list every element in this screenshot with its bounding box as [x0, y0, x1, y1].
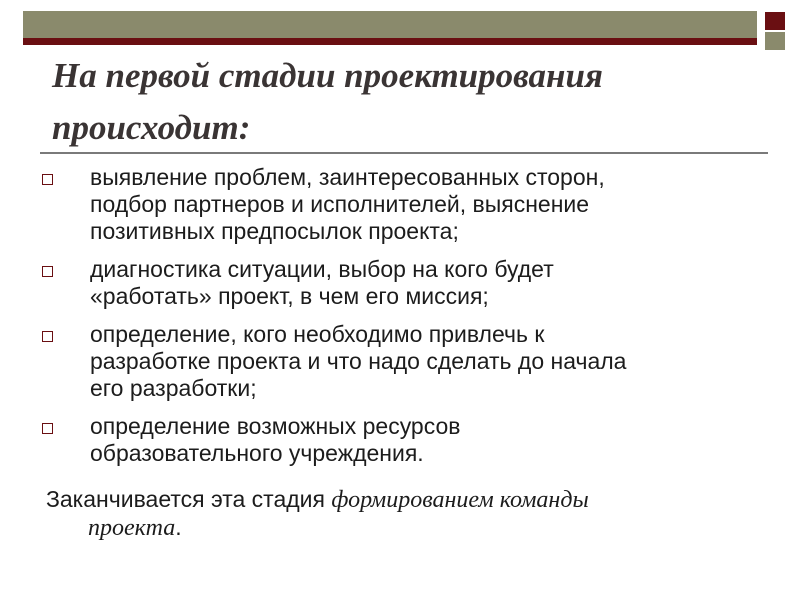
list-item-line: подбор партнеров и исполнителей, выяснение — [90, 191, 590, 217]
list-item-line: позитивных предпосылок проекта; — [90, 218, 459, 244]
list-item-line: образовательного учреждения. — [90, 440, 424, 466]
closing-emphasis-line-2: проекта — [88, 515, 176, 541]
title-divider — [40, 152, 768, 154]
list-item-line: выявление проблем, заинтересованных сторон, — [90, 164, 605, 190]
square-bullet-icon — [42, 423, 53, 434]
corner-square-olive — [765, 32, 785, 50]
slide-title — [52, 50, 772, 154]
list-item-line: диагностика ситуации, выбор на кого будет — [90, 256, 554, 282]
closing-plain-text: Заканчивается эта стадия — [46, 486, 332, 512]
closing-emphasis-line-1: формированием команды — [331, 487, 589, 513]
slide-title-line-1: На первой стадии проектирования — [52, 56, 603, 95]
closing-end-punctuation: . — [175, 514, 182, 540]
list-item-line: его разработки; — [90, 375, 257, 401]
list-item — [40, 256, 760, 310]
list-item-line: «работать» проект, в чем его миссия; — [90, 283, 489, 309]
header-band — [23, 11, 757, 38]
slide-title-line-2: происходит: — [52, 108, 251, 147]
list-item-line: разработке проекта и что надо сделать до начала — [90, 348, 627, 374]
square-bullet-icon — [42, 174, 53, 185]
square-bullet-icon — [42, 331, 53, 342]
list-item — [40, 413, 760, 467]
list-item-line: определение возможных ресурсов — [90, 413, 461, 439]
list-item — [40, 164, 760, 245]
list-item-line: определение, кого необходимо привлечь к — [90, 321, 545, 347]
bullet-list — [40, 164, 760, 478]
header-accent-band — [23, 38, 757, 45]
corner-square-red — [765, 12, 785, 30]
closing-statement — [46, 486, 766, 542]
square-bullet-icon — [42, 266, 53, 277]
list-item — [40, 321, 760, 402]
